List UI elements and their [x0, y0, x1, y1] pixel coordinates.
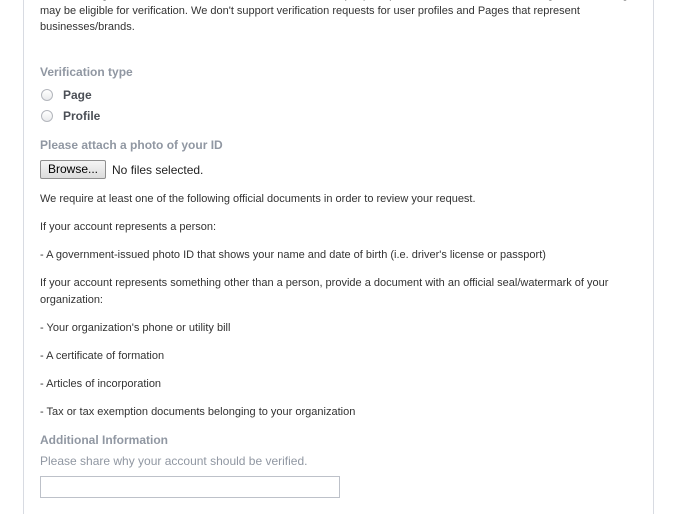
- profile-radio-button[interactable]: [41, 110, 53, 122]
- person-doc-item: - A government-issued photo ID that shows your name and date of birth (i.e. driver's license or passport): [40, 249, 546, 261]
- documents-intro: We require at least one of the following official documents in order to review your request.: [40, 193, 476, 205]
- attach-id-title: Please attach a photo of your ID: [40, 138, 223, 152]
- page-radio-button[interactable]: [41, 89, 53, 101]
- verification-type-title: Verification type: [40, 65, 133, 79]
- intro-text: may be eligible for verification. We don't support verification requests for user profiles and Pages that represent businesses/brands.: [40, 5, 580, 33]
- org-doc-item: - Articles of incorporation: [40, 378, 162, 390]
- org-doc-item: - A certificate of formation: [40, 350, 165, 362]
- person-heading: If your account represents a person:: [40, 221, 217, 233]
- radio-option-page[interactable]: [41, 87, 92, 103]
- additional-info-hint: Please share why your account should be verified.: [40, 454, 308, 468]
- org-doc-item: - Tax or tax exemption documents belonging to your organization: [40, 406, 356, 418]
- file-upload[interactable]: [40, 160, 203, 179]
- additional-info-title: Additional Information: [40, 433, 168, 447]
- additional-info-input[interactable]: [40, 476, 340, 498]
- org-doc-item: - Your organization's phone or utility bill: [40, 322, 231, 334]
- verification-form: [23, 0, 654, 514]
- organization-heading: If your account represents something other than a person, provide a document with an official seal/watermark of your organization:: [40, 277, 609, 306]
- page-radio-label[interactable]: Page: [63, 88, 92, 102]
- browse-button[interactable]: Browse...: [40, 160, 106, 179]
- profile-radio-label[interactable]: Profile: [63, 109, 101, 123]
- radio-option-profile[interactable]: [41, 108, 100, 124]
- file-status-text: No files selected.: [112, 162, 204, 177]
